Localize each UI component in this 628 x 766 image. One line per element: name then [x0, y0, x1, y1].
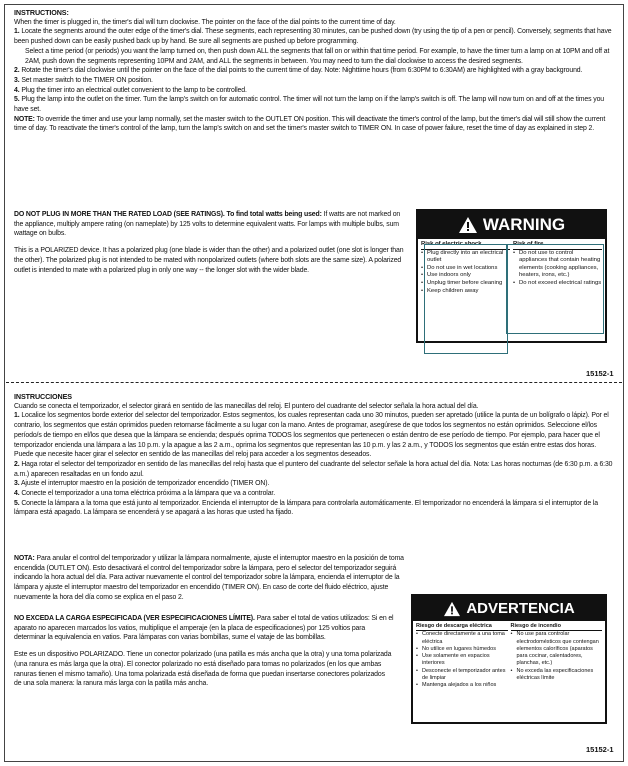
shock-item: • Keep children away	[421, 288, 510, 296]
step-3: 3. Set master switch to the TIMER ON position.	[14, 76, 153, 84]
step-5: 5. Plug the lamp into the outlet on the timer. Turn the lamp's switch on for automatic control. The timer will not turn the lamp on if the lamp's switch is off. The lamp will now turn on and off at the times you have set.	[14, 96, 604, 114]
step-2: 2. Rotate the timer's dial clockwise until the pointer on the face of the dial points to the current time of day. Note: Nighttime hours (from 6:30PM to 6:30AM) are highlighted with a gray background.	[14, 67, 583, 75]
descarga-item: • Use solamente en espacios interiores	[416, 653, 508, 668]
advertencia-label	[411, 594, 607, 724]
step-1-detail: Select a time period (or periods) you want the lamp turned on, then push down ALL the segments that fall on or within that time period. For example, to have the timer turn a lamp on at 10PM and off at 2AM, push down the segments representing 10PM and 2AM, and ALL the segments in between. You may need to turn the dial clockwise to access the desired segments.	[25, 47, 610, 65]
part-number-english: 15152-1	[586, 369, 614, 378]
load-warning: DO NOT PLUG IN MORE THAN THE RATED LOAD (SEE RATINGS). To find total watts being used: If watts are not marked on the appliance, multiply ampere rating (on nameplate) by 125 volts to determine equivalent watts. For lamps with multiple bulbs, sum wattage on bulbs.	[14, 211, 401, 238]
step-5-es: 5. Conecte la lámpara a la toma que está junto al temporizador. Encienda el interruptor de la lámpara para controlarla automáticamente. El temporizador no encenderá la lámpara si el interruptor de la lámpara está apagado. La lámpara se encenderá y se apagará a las horas que usted ha fijado.	[14, 499, 598, 517]
step-3-es: 3. Ajuste el interruptor maestro en la posición de temporizador encendido (TIMER ON).	[14, 480, 270, 488]
warning-title: WARNING	[482, 215, 566, 234]
shock-item: • Plug directly into an electrical outlet	[421, 250, 510, 265]
load-warning-es: NO EXCEDA LA CARGA ESPECIFICADA (VER ESPECIFICACIONES LÍMITE). Para saber el total de vatios utilizados: Si en el aparato no aparecen marcados los vatios, multiplique el amperaje (en la placa de especificaciones) por 125 voltios para determinar la equivalencia en vatios. Para lámparas con varias bombillas, sume el vataje de las bombillas.	[14, 615, 394, 642]
spanish-instructions	[14, 392, 614, 518]
incendio-column	[508, 623, 603, 719]
descarga-column	[416, 623, 508, 719]
highlight-fire-box	[506, 244, 604, 334]
step-4: 4. Plug the timer into an electrical outlet convenient to the lamp to be controlled.	[14, 86, 247, 94]
instructions-heading: INSTRUCTIONS:	[14, 8, 69, 17]
note-paragraph-es: NOTA: Para anular el control del temporizador y utilizar la lámpara normalmente, ajuste el interruptor maestro en la posición de toma encendida (OUTLET ON). Esto desactivará el control del temporizador sobre la lámpara, pero el selector del temporizador seguirá indicando la hora actual del día. Para activar nuevamente el control del temporizador sobre la lámpara, encienda el interruptor de la lámpara y ajuste el interruptor maestro del temporizador en encendido (TIMER ON). En caso de corte del fluido eléctrico, ajuste nuevamente la hora del día como se explica en el paso 2.	[14, 555, 404, 601]
spanish-note-section	[14, 554, 414, 603]
warning-triangle-icon	[458, 216, 478, 234]
descarga-item: • Conecte directamente a una toma eléctrica	[416, 631, 508, 646]
warning-triangle-icon	[443, 601, 461, 617]
fire-heading: Risk of fire	[513, 241, 602, 250]
cut-line	[6, 382, 622, 383]
descarga-item: • No utilice en lugares húmedos	[416, 646, 508, 653]
instrucciones-heading: INSTRUCCIONES	[14, 392, 72, 401]
descarga-heading: Riesgo de descarga eléctrica	[416, 623, 508, 631]
descarga-item: • Mantenga alejados a los niños	[416, 682, 508, 689]
part-number-spanish: 15152-1	[586, 745, 614, 754]
step-1-es: 1. Localice los segmentos borde exterior del selector del temporizador. Estos segmentos, los cuales representan cada uno 30 minutos, pueden ser apretado (utilice la punta de un bolígrafo o lápiz). Por el contrario, los segmentos que están oprimidos pueden retornarse fácilmente a su lugar con la mano. Antes de programar, asegúrese de que todos los segmentos no están oprimidos. Seleccione el/los período/s de tiempo en el/los que desea que la lámpara se encienda; después oprima TODOS los segmentos que pertenecen o están dentro de ese período de tiempo. Por ejemplo, para hacer que el temporizador encienda una lámpara a las 10 p.m. y la apague a las 2 a.m., oprima los segmentos que representan las 10 p.m. y las 2 a.m., y TODOS los segmentos que están entre estas dos horas. Puede que necesite hacer girar el selector en sentido de las manecillas del reloj para acceder a los segmentos deseados.	[14, 412, 609, 459]
shock-item: • Unplug timer before cleaning	[421, 280, 510, 288]
incendio-heading: Riesgo de incendio	[511, 623, 603, 631]
advertencia-header	[413, 596, 605, 621]
highlight-shock-box	[424, 244, 508, 354]
shock-item: • Do not use in wet locations	[421, 265, 510, 273]
incendio-item: • No exceda las especificaciones eléctricas límite	[511, 668, 603, 683]
incendio-item: • No use para controlar electrodomésticos que contengan elementos caloríficos (aparatos para cocinar, calentadores, planchas, etc.)	[511, 631, 603, 667]
fire-item: • Do not exceed electrical ratings	[513, 280, 602, 288]
english-instructions	[14, 8, 614, 134]
intro-text-es: Cuando se conecta el temporizador, el selector girará en sentido de las manecillas del reloj. El puntero del cuadrante del selector señala la hora actual del día.	[14, 402, 479, 410]
spanish-load-section	[14, 614, 394, 689]
fire-item: • Do not use to control appliances that contain heating elements (cooking appliances, heaters, irons, etc.)	[513, 250, 602, 280]
step-1: 1. Locate the segments around the outer edge of the timer's dial. These segments, each representing 30 minutes, can be pushed down (try using the tip of a pen or pencil). Conversely, segments that have been pushed down can be easily pushed back up by hand. Be sure all segments are pushed up before programming.	[14, 28, 612, 46]
polarized-notice: This is a POLARIZED device. It has a polarized plug (one blade is wider than the other) and a polarized outlet (one slot is longer than the other). The polarized plug is not intended to be mated with nonpolarized outlets (where both slots are the same size). A polarized outlet is intended to mate with a polarized plug in only one way -- the longer slot with the wider blade.	[14, 247, 404, 274]
intro-text: When the timer is plugged in, the timer's dial will turn clockwise. The pointer on the face of the dial points to the current time of day.	[14, 18, 396, 26]
shock-item: • Use indoors only	[421, 272, 510, 280]
polarized-notice-es: Este es un dispositivo POLARIZADO. Tiene un conector polarizado (una patilla es más ancha que la otra) y una toma polarizada (una ranura es más larga que la otra). El conector polarizado no está diseñado para tomas no polarizados (en los que ambas ranuras tienen el mismo tamaño). Una toma polarizada está diseñada de forma que puedan insertarse conectores polarizados de una sola manera: la ranura más larga con la patilla más ancha.	[14, 651, 392, 688]
advertencia-title: ADVERTENCIA	[466, 600, 575, 617]
descarga-item: • Desconecte el temporizador antes de limpiar	[416, 668, 508, 683]
warning-header	[418, 211, 605, 239]
shock-heading: Risk of electric shock	[421, 241, 510, 250]
note-paragraph: NOTE: To override the timer and use your lamp normally, set the master switch to the OUTLET ON position. This will deactivate the timer's control of the lamp, but the timer's dial will still show the current time of day. To reactivate the timer's control of the lamp, turn the lamp's switch on and set the timer's master switch to TIMER ON. In case of power failure, reset the time of day as explained in step 2.	[14, 115, 606, 133]
step-4-es: 4. Conecte el temporizador a una toma eléctrica próxima a la lámpara que va a controlar.	[14, 490, 276, 498]
english-load-section	[14, 210, 406, 275]
step-2-es: 2. Haga rotar el selector del temporizador en sentido de las manecillas del reloj hasta que el puntero del cuadrante del selector señale la hora actual del día. Nota: Las horas nocturnas (de 6:30 p.m. a 6:30 a.m.) aparecen resaltadas en un fondo azul.	[14, 460, 613, 478]
